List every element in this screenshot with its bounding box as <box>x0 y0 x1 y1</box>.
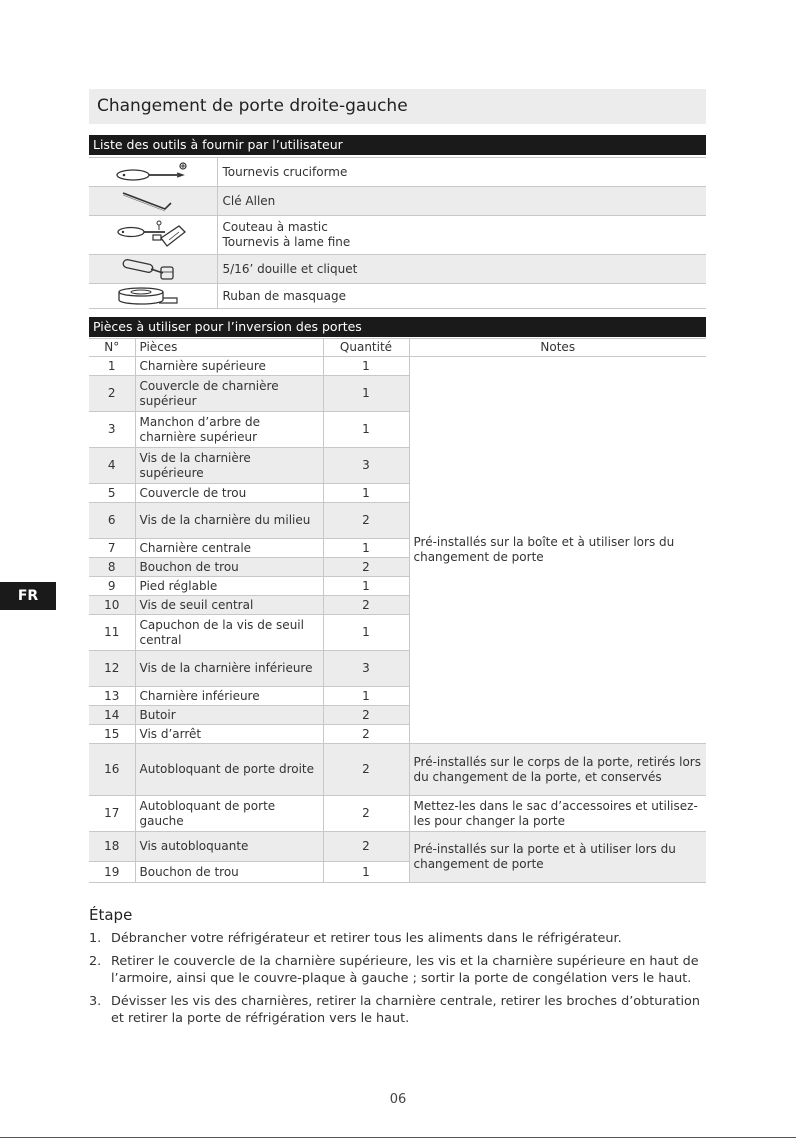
tool-row <box>89 158 706 187</box>
part-quantity: 2 <box>323 832 409 862</box>
part-number: 13 <box>89 687 135 706</box>
part-name: Vis de la charnière inférieure <box>135 651 323 687</box>
part-name: Couvercle de trou <box>135 484 323 503</box>
steps-title: Étape <box>89 906 133 924</box>
part-number: 18 <box>89 832 135 862</box>
tool-row <box>89 255 706 284</box>
part-number: 11 <box>89 615 135 651</box>
part-name: Capuchon de la vis de seuil central <box>135 615 323 651</box>
step-item <box>89 930 709 948</box>
column-header: N° <box>89 339 135 357</box>
allen-key-icon <box>113 189 193 213</box>
column-header: Notes <box>409 339 706 357</box>
tool-row <box>89 284 706 309</box>
page-title: Changement de porte droite-gauche <box>89 89 706 124</box>
part-quantity: 2 <box>323 706 409 725</box>
part-quantity: 1 <box>323 539 409 558</box>
part-name: Charnière supérieure <box>135 357 323 376</box>
part-number: 12 <box>89 651 135 687</box>
part-name: Butoir <box>135 706 323 725</box>
tool-label: Clé Allen <box>217 187 706 216</box>
part-number: 16 <box>89 744 135 796</box>
part-name: Vis de la charnière supérieure <box>135 448 323 484</box>
part-name: Vis d’arrêt <box>135 725 323 744</box>
tool-row <box>89 187 706 216</box>
column-header: Quantité <box>323 339 409 357</box>
socket-wrench-icon <box>113 257 193 281</box>
part-quantity: 1 <box>323 687 409 706</box>
part-number: 19 <box>89 862 135 883</box>
part-name: Vis de la charnière du milieu <box>135 503 323 539</box>
part-quantity: 1 <box>323 577 409 596</box>
part-number: 6 <box>89 503 135 539</box>
part-number: 14 <box>89 706 135 725</box>
step-item <box>89 993 709 1028</box>
table-row <box>89 744 706 796</box>
part-name: Vis autobloquante <box>135 832 323 862</box>
part-quantity: 2 <box>323 596 409 615</box>
part-name: Bouchon de trou <box>135 558 323 577</box>
part-number: 8 <box>89 558 135 577</box>
step-text: Dévisser les vis des charnières, retirer la charnière centrale, retirer les broches d’obturation et retirer la porte de réfrigération vers le haut. <box>111 993 700 1026</box>
step-text: Débrancher votre réfrigérateur et retirer tous les aliments dans le réfrigérateur. <box>111 931 622 946</box>
bottom-rule <box>0 1137 796 1138</box>
part-name: Autobloquant de porte gauche <box>135 796 323 832</box>
part-name: Pied réglable <box>135 577 323 596</box>
column-header: Pièces <box>135 339 323 357</box>
part-name: Couvercle de charnière supérieur <box>135 376 323 412</box>
notes-cell: Pré-installés sur la boîte et à utiliser lors du changement de porte <box>409 357 706 744</box>
part-number: 2 <box>89 376 135 412</box>
part-quantity: 1 <box>323 412 409 448</box>
tools-section-header: Liste des outils à fournir par l’utilisateur <box>89 135 706 155</box>
parts-section-header: Pièces à utiliser pour l’inversion des portes <box>89 317 706 337</box>
step-number: 3. <box>89 993 102 1009</box>
part-quantity: 2 <box>323 503 409 539</box>
page-number: 06 <box>389 1092 407 1107</box>
part-quantity: 3 <box>323 448 409 484</box>
part-quantity: 1 <box>323 615 409 651</box>
putty-knife-screwdriver-icon <box>113 218 193 252</box>
notes-cell: Pré-installés sur le corps de la porte, retirés lors du changement de la porte, et conservés <box>409 744 706 796</box>
table-row <box>89 357 706 376</box>
part-quantity: 2 <box>323 725 409 744</box>
part-name: Bouchon de trou <box>135 862 323 883</box>
part-number: 15 <box>89 725 135 744</box>
tool-label: Tournevis cruciforme <box>217 158 706 187</box>
part-number: 17 <box>89 796 135 832</box>
step-number: 1. <box>89 931 102 946</box>
part-quantity: 1 <box>323 357 409 376</box>
tool-icon-cell <box>89 158 217 187</box>
part-number: 5 <box>89 484 135 503</box>
part-quantity: 3 <box>323 651 409 687</box>
steps-list <box>89 930 709 1033</box>
screwdriver-icon <box>113 160 193 184</box>
tool-icon-cell <box>89 187 217 216</box>
part-quantity: 1 <box>323 484 409 503</box>
part-quantity: 2 <box>323 744 409 796</box>
table-header-row <box>89 339 706 357</box>
masking-tape-icon <box>113 286 193 306</box>
parts-table <box>89 338 706 883</box>
part-quantity: 1 <box>323 376 409 412</box>
tool-label: 5/16’ douille et cliquet <box>217 255 706 284</box>
step-number: 2. <box>89 953 102 969</box>
table-row <box>89 796 706 832</box>
part-quantity: 2 <box>323 558 409 577</box>
tool-label: Ruban de masquage <box>217 284 706 309</box>
notes-cell: Pré-installés sur la porte et à utiliser lors du changement de porte <box>409 832 706 883</box>
part-name: Charnière inférieure <box>135 687 323 706</box>
tools-table <box>89 157 706 309</box>
tool-row <box>89 216 706 255</box>
part-name: Vis de seuil central <box>135 596 323 615</box>
part-number: 7 <box>89 539 135 558</box>
language-tab: FR <box>0 582 56 610</box>
notes-cell: Mettez-les dans le sac d’accessoires et utilisez-les pour changer la porte <box>409 796 706 832</box>
part-name: Charnière centrale <box>135 539 323 558</box>
tool-label: Tournevis à lame fine <box>222 235 351 249</box>
tool-icon-cell <box>89 255 217 284</box>
tool-icon-cell <box>89 284 217 309</box>
part-number: 9 <box>89 577 135 596</box>
part-number: 10 <box>89 596 135 615</box>
step-item <box>89 953 709 988</box>
part-number: 3 <box>89 412 135 448</box>
part-number: 4 <box>89 448 135 484</box>
part-number: 1 <box>89 357 135 376</box>
table-row <box>89 832 706 862</box>
step-text: Retirer le couvercle de la charnière supérieure, les vis et la charnière supérieure en haut de l’armoire, ainsi que le couvre-plaque à gauche ; sortir la porte de congélation vers le haut. <box>111 953 699 986</box>
tool-label: Couteau à mastic <box>222 220 328 234</box>
tool-label-cell <box>217 216 706 255</box>
part-name: Autobloquant de porte droite <box>135 744 323 796</box>
part-quantity: 1 <box>323 862 409 883</box>
tool-icon-cell <box>89 216 217 255</box>
part-name: Manchon d’arbre de charnière supérieur <box>135 412 323 448</box>
part-quantity: 2 <box>323 796 409 832</box>
